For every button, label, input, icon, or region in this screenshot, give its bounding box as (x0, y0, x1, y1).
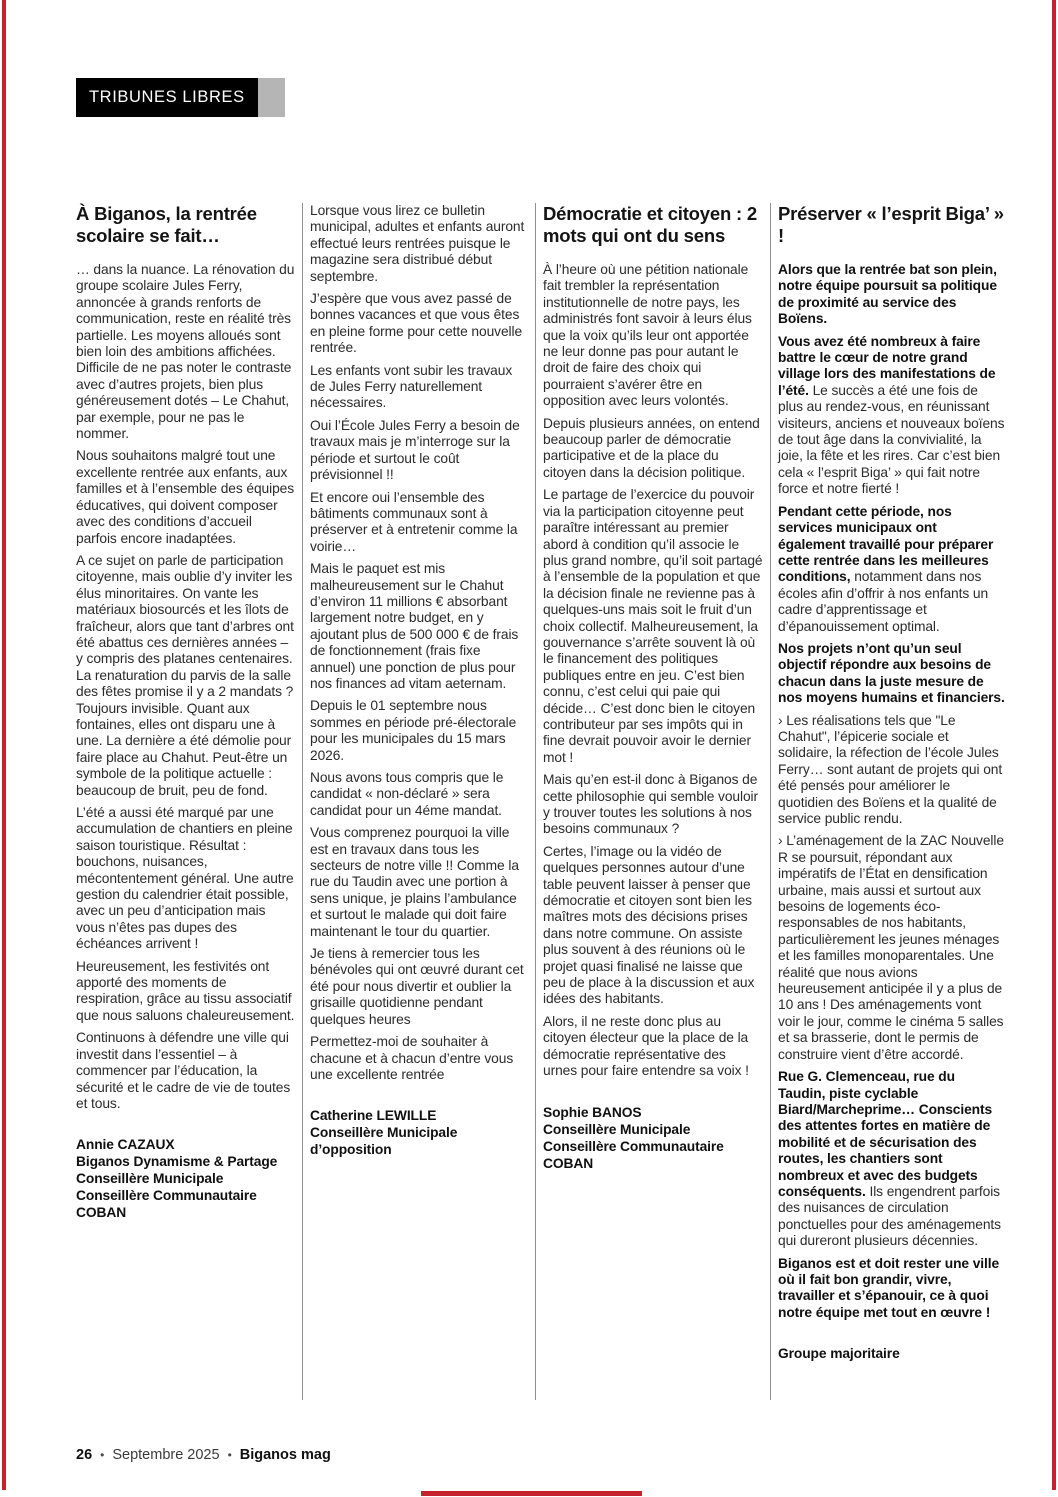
signature-line: d’opposition (310, 1142, 392, 1158)
paragraph: A ce sujet on parle de participation citoyenne, mais oublie d’y inviter les élus minoritaires. On vante les matériaux biosourcés et les îlots de fraîcheur, alors que tant d’arbres ont été abattus ces dernières années – y compris des platanes centenaires. La renaturation du parvis de la salle des fêtes promise il y a 2 mandats ? Toujours invisible. Quant aux fontaines, elles ont disparu une à une. La dernière a été démolie pour faire place au Chahut. Peut-être un symbole de la politique actuelle : beaucoup de bruit, peu de fond. (76, 552, 294, 798)
paragraph-lead: Pendant cette période, nos services municipaux ont également travaillé pour préparer cette rentrée dans les meilleures conditions, (778, 503, 994, 585)
column-body (310, 203, 528, 1083)
page-number: 26 (76, 1447, 93, 1463)
paragraph: › L’aménagement de la ZAC Nouvelle R se poursuit, répondant aux impératifs de l’État en densification urbaine, mais aussi et surtout aux besoins de logements éco-responsables de nos habitants, particulièrement les jeunes ménages et les familles monoparentales. Une réalité que nous avions heureusement anticipée il y a plus de 10 ans ! Des aménagements vont voir le jour, comme le cinéma 5 salles et sa brasserie, dont le permis de construire vient d’être accordé. (778, 833, 1004, 1062)
section-title: TRIBUNES LIBRES (76, 78, 258, 117)
paragraph: Mais qu’en est-il donc à Biganos de cette philosophie qui semble vouloir y trouver toutes les solutions à nos besoins communaux ? (543, 772, 758, 837)
paragraph-lead: Vous avez été nombreux à faire battre le cœur de notre grand village lors des manifestations de l’été. (778, 333, 996, 398)
paragraph: Continuons à défendre une ville qui investit dans l’essentiel – à commencer par l’éducation, la sécurité et le cadre de vie de toutes et tous. (76, 1030, 291, 1111)
tribune-column-1 (76, 203, 295, 1400)
paragraph: Certes, l’image ou la vidéo de quelques personnes autour d’une table peuvent laisser à penser que démocratie et citoyen sont bien les maîtres mots des décisions prises dans notre commune. On assiste plus souvent à des réunions où le projet quasi finalisé ne laisse que peu de place à la discussion et aux idées des habitants. (543, 843, 755, 1007)
column-body (778, 262, 1005, 1321)
signature-line: Conseillère Communautaire (543, 1138, 724, 1154)
tribune-column-2 (310, 203, 528, 1400)
paragraph: … dans la nuance. La rénovation du groupe scolaire Jules Ferry, annoncée à grands renforts de communication, reste en réalité très partielle. Les moyens alloués sont bien loin des ambitions affichées. Difficile de ne pas noter le contraste avec d’autres projets, bien plus généreusement dotés – Le Chahut, par exemple, pour ne pas le nommer. (76, 262, 295, 442)
column-heading: À Biganos, la rentrée scolaire se fait… (76, 203, 257, 246)
paragraph: À l’heure où une pétition nationale fait trembler la représentation institutionnelle de notre pays, les administrés font savoir à leurs élus que la voix qu’ils leur ont apportée ne leur donne pas pour autant le droit de faire des choix qui pourraient s’avérer être en opposition avec leurs volontés. (543, 262, 752, 409)
signature-line: Sophie BANOS (543, 1104, 642, 1120)
paragraph: Et encore oui l’ensemble des bâtiments communaux sont à préserver et à entretenir comme la voirie… (310, 489, 518, 554)
page-footer (76, 1447, 331, 1463)
column-signature (310, 1107, 528, 1158)
page-edge-accent-right (1052, 0, 1056, 1490)
paragraph: Biganos est et doit rester une ville où il fait bon grandir, vivre, travailler et s’épanouir, ce à quoi notre équipe met tout en œuvre ! (778, 1255, 1000, 1320)
paragraph: Nous avons tous compris que le candidat « non-déclaré » sera candidat pour un 4éme mandat. (310, 770, 504, 818)
paragraph: Les enfants vont subir les travaux de Jules Ferry naturellement nécessaires. (310, 362, 513, 411)
paragraph: Alors, il ne reste donc plus au citoyen électeur que la place de la démocratie représentative des urnes pour faire entendre sa voix ! (543, 1013, 749, 1079)
signature-line: Conseillère Communautaire (76, 1188, 257, 1204)
paragraph: L’été a aussi été marqué par une accumulation de chantiers en pleine saison touristique. Résultat : bouchons, nuisances, mécontentement général. Une autre gestion du calendrier était possible, avec un peu d’anticipation mais vous n’êtes pas dupes des échéances arrivent ! (76, 805, 294, 952)
column-heading: Préserver « l’esprit Biga’ » ! (778, 203, 1004, 246)
column-body (76, 262, 295, 1112)
paragraph: Vous comprenez pourquoi la ville est en travaux dans tous les secteurs de notre ville !! Comme la rue du Taudin avec une portion à sens unique, je plains l’ambulance et surtout le malade qui doit faire maintenant le tour du quartier. (310, 825, 519, 939)
paragraph: Depuis plusieurs années, on entend beaucoup parler de démocratie participative et de la place du citoyen dans la décision politique. (543, 415, 760, 480)
page-edge-accent-left (2, 0, 6, 1490)
tribune-columns (76, 203, 1005, 1400)
paragraph: Mais le paquet est mis malheureusement sur le Chahut d’environ 11 millions € absorbant largement notre budget, en y ajoutant plus de 500 000 € de frais de fonctionnement (frais fixe annuel) une ponction de plus pour nos finances ad vitam aeternam. (310, 561, 519, 691)
paragraph: Depuis le 01 septembre nous sommes en période pré-électorale pour les municipales du 15 mars 2026. (310, 698, 517, 763)
paragraph: Le partage de l’exercice du pouvoir via la participation citoyenne peut paraître intéressant au premier abord à condition qu’il associe le plus grand nombre, qu’il soit partagé à l’ensemble de la population et que la décision finale ne revienne pas à quelques-uns mais soit le fruit d’un choix collectif. Malheureusement, la gouvernance s’arrête souvent là où le financement des politiques publiques entre en jeu. C’est bien connu, c’est celui qui paie qui décide… C’est donc bien le citoyen contributeur par ses impôts qui in fine devrait pouvoir avoir le dernier mot ! (543, 487, 763, 765)
column-signature (76, 1136, 295, 1221)
paragraph: › Les réalisations tels que "Le Chahut", l’épicerie sociale et solidaire, la réfection de l’école Jules Ferry… sont autant de projets qui ont été pensés pour améliorer le quotidien des Boïens et la qualité de service public rendu. (778, 712, 1003, 826)
paragraph: Vous avez été nombreux à faire battre le cœur de notre grand village lors des manifestations de l’été. Le succès a été une fois de plus au rendez-vous, en réunissant visiteurs, anciens et nouveaux boïens de tout âge dans la convivialité, la joie, la fête et les rires. Car c’est bien cela « l’esprit Biga’ » qui fait notre force et notre fierté ! (778, 333, 1005, 497)
paragraph: J’espère que vous avez passé de bonnes vacances et que vous êtes en pleine forme pour cette nouvelle rentrée. (310, 291, 523, 356)
paragraph: Alors que la rentrée bat son plein, notre équipe poursuit sa politique de proximité au service des Boïens. (778, 262, 997, 327)
separator-dot: • (100, 1448, 105, 1462)
signature-line: Catherine LEWILLE (310, 1108, 437, 1124)
issue-date: Septembre 2025 (112, 1447, 220, 1463)
tribune-column-3 (543, 203, 763, 1400)
magazine-name: Biganos mag (239, 1447, 331, 1463)
paragraph: Nos projets n’ont qu’un seul objectif répondre aux besoins de chacun dans la juste mesure de nos moyens humains et financiers. (778, 640, 1005, 706)
signature-line: COBAN (543, 1155, 594, 1171)
column-body (543, 262, 763, 1080)
paragraph-lead: Rue G. Clemenceau, rue du Taudin, piste cyclable Biard/Marcheprime… Conscients des attentes fortes en matière de mobilité et de sécurisation des routes, les chantiers sont nombreux et avec des budgets conséquents. (778, 1069, 993, 1199)
signature-line: COBAN (76, 1205, 127, 1221)
tribune-column-4 (778, 203, 1005, 1400)
column-heading: Démocratie et citoyen : 2 mots qui ont du sens (543, 203, 757, 246)
paragraph: Rue G. Clemenceau, rue du Taudin, piste cyclable Biard/Marcheprime… Conscients des attentes fortes en matière de mobilité et de sécurisation des routes, les chantiers sont nombreux et avec des budgets conséquents. Ils engendrent parfois des nuisances de circulation ponctuelles pour des aménagements qui dureront plusieurs décennies. (778, 1069, 1001, 1249)
signature-line: Groupe majoritaire (778, 1346, 900, 1362)
signature-line: Biganos Dynamisme & Partage (76, 1154, 278, 1170)
column-signature (543, 1104, 763, 1172)
signature-line: Conseillère Municipale (543, 1121, 691, 1137)
page-edge-accent-bottom (421, 1491, 642, 1496)
paragraph: Permettez-moi de souhaiter à chacune et à chacun d’entre vous une excellente rentrée (310, 1034, 514, 1082)
paragraph: Lorsque vous lirez ce bulletin municipal, adultes et enfants auront effectué leurs rentrées puisque le magazine sera distribué début septembre. (310, 203, 525, 284)
signature-line: Conseillère Municipale (310, 1125, 458, 1141)
paragraph: Heureusement, les festivités ont apporté des moments de respiration, grâce au tissu associatif que nous saluons chaleureusement. (76, 958, 295, 1023)
signature-line: Conseillère Municipale (76, 1171, 224, 1187)
paragraph: Nous souhaitons malgré tout une excellente rentrée aux enfants, aux familles et à l’ensemble des équipes éducatives, qui doivent composer avec des conditions d’accueil parfois encore inadaptées. (76, 448, 295, 546)
separator-dot: • (227, 1448, 232, 1462)
paragraph: Pendant cette période, nos services municipaux ont également travaillé pour préparer cette rentrée dans les meilleures conditions, notamment dans nos écoles afin d’offrir à nos enfants un cadre d’apprentissage et d’épanouissement optimal. (778, 503, 994, 634)
section-tag-accent (258, 78, 285, 117)
paragraph: Je tiens à remercier tous les bénévoles qui ont œuvré durant cet été pour nous divertir et oublier la grisaille quotidienne pendant quelques heures (310, 946, 524, 1027)
paragraph: Oui l’École Jules Ferry a besoin de travaux mais je m’interroge sur la période et surtout le coût prévisionnel !! (310, 417, 520, 483)
signature-line: Annie CAZAUX (76, 1137, 175, 1153)
section-header (76, 78, 285, 117)
column-signature (778, 1345, 1005, 1362)
